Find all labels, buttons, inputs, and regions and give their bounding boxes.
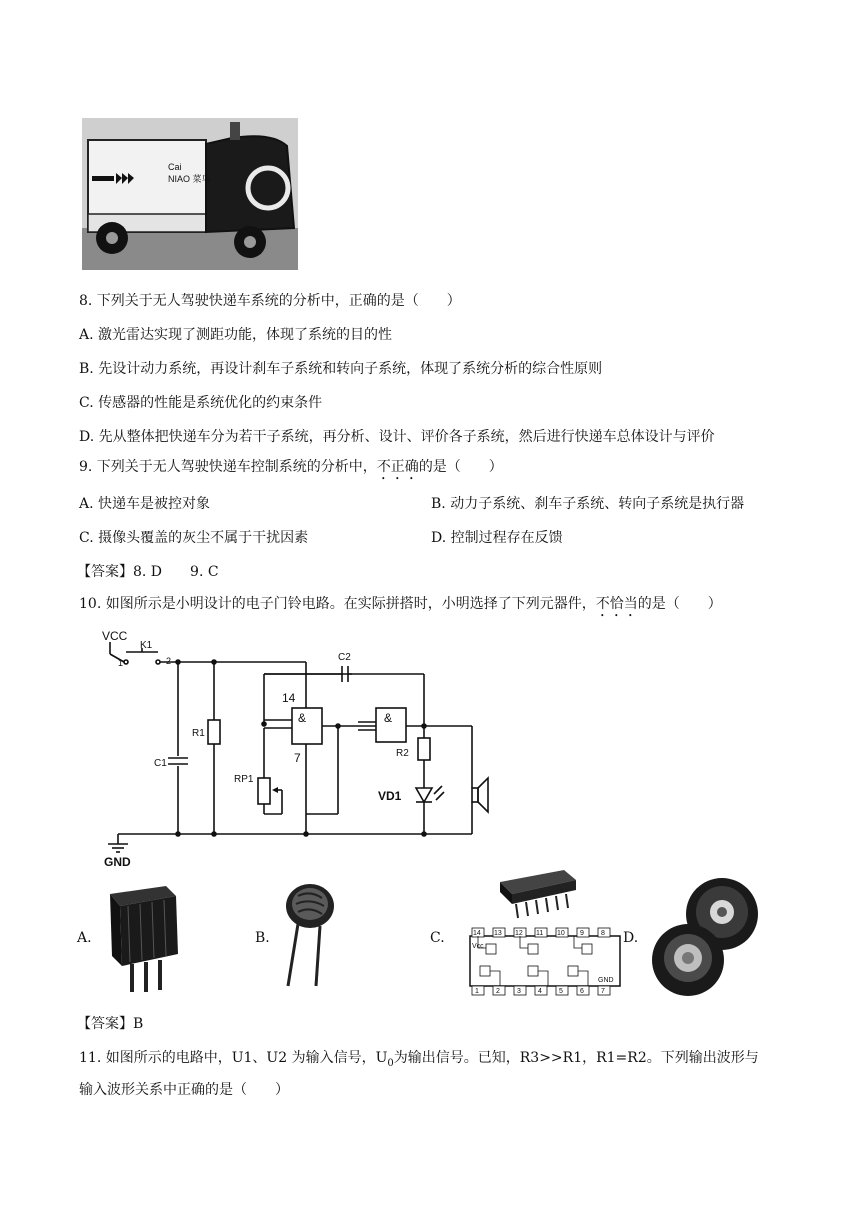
k1-label: K1 [140,640,153,651]
component-photoresistor-image [278,876,348,990]
q9-stem-emphasis: 不正确 [376,459,419,475]
truck-brand-text-2: NIAO 菜鸟 [168,174,211,184]
q8-stem: 8. 下列关于无人驾驶快递车系统的分析中，正确的是（ ） [79,293,461,309]
c1-label: C1 [154,758,167,769]
gate-1-symbol: & [298,711,307,725]
ic-top-pin-10: 10 [557,930,565,937]
q9-stem [79,457,503,483]
ic-vcc-label: Vcc [472,943,484,950]
q9-option-a: A. 快递车是被控对象 [79,496,211,512]
q10-stem-emphasis: 不恰当 [595,596,638,612]
switch-pin-1-label: 1 [118,658,124,668]
c2-label: C2 [338,652,351,663]
ic-top-pin-11: 11 [536,930,544,937]
r1-label: R1 [192,728,205,739]
pin-7-label: 7 [294,751,301,765]
q8-option-c: C. 传感器的性能是系统优化的约束条件 [79,395,323,411]
ic-gnd-label: GND [598,977,614,984]
ic-bottom-pin-6: 6 [580,988,584,995]
ic-bottom-pin-1: 1 [475,988,479,995]
answer-10: 【答案】B [77,1016,144,1032]
q10-option-c-label: C. [430,930,445,946]
q9-option-b: B. 动力子系统、刹车子系统、转向子系统是执行器 [431,496,745,512]
ic-top-pin-14: 14 [473,930,481,937]
ic-bottom-pin-5: 5 [559,988,563,995]
truck-brand-text-1: Cai [168,162,182,172]
ic-top-pin-9: 9 [580,930,584,937]
rp1-label: RP1 [234,774,254,785]
q10-option-a-label: A. [77,930,92,946]
q10-option-b-label: B. [255,930,270,946]
q10-stem-prefix: 10. 如图所示是小明设计的电子门铃电路。在实际拼搭时，小明选择了下列元器件， [79,596,596,612]
vd1-label: VD1 [378,789,402,803]
r2-label: R2 [396,748,409,759]
q8-option-b: B. 先设计动力系统，再设计刹车子系统和转向子系统，体现了系统分析的综合性原则 [79,361,603,377]
doorbell-circuit-diagram [96,628,506,872]
q10-stem-suffix: 的是（ ） [637,596,722,612]
ic-bottom-pin-7: 7 [601,988,605,995]
ic-bottom-pin-3: 3 [517,988,521,995]
gnd-label: GND [104,855,131,869]
q11-line-2: 输入波形关系中正确的是（ ） [79,1082,289,1098]
q10-stem [79,594,722,620]
component-ic-chip-image [464,864,624,1000]
ic-bottom-pin-2: 2 [496,988,500,995]
ic-top-pin-13: 13 [494,930,502,937]
q9-option-c: C. 摄像头覆盖的灰尘不属于干扰因素 [79,530,309,546]
gate-2-symbol: & [384,711,393,725]
delivery-truck-photo [82,118,298,270]
ic-top-pin-12: 12 [515,930,523,937]
vcc-label: VCC [102,629,128,643]
answer-8-9: 【答案】8. D 9. C [77,564,219,580]
q9-stem-prefix: 9. 下列关于无人驾驶快递车控制系统的分析中， [79,459,377,475]
q9-stem-suffix: 的是（ ） [418,459,503,475]
ic-top-pin-8: 8 [601,930,605,937]
q11-u0-subscript: 0 [387,1057,394,1069]
q9-option-d: D. 控制过程存在反馈 [431,530,563,546]
q10-option-d-label: D. [623,930,639,946]
switch-pin-2-label: 2 [166,656,172,666]
q11-line-1 [79,1048,759,1074]
component-potentiometer-image [104,880,184,996]
q11-line-1-part-a: 11. 如图所示的电路中，U1、U2 为输入信号，U [79,1050,388,1066]
pin-14-label: 14 [282,691,296,705]
component-buzzer-image [644,874,768,998]
ic-bottom-pin-4: 4 [538,988,542,995]
q11-line-1-part-b: 为输出信号。已知，R3>>R1，R1=R2。下列输出波形与 [393,1050,759,1066]
q8-option-d: D. 先从整体把快递车分为若干子系统，再分析、设计、评价各子系统，然后进行快递车总体设计与评价 [79,429,715,445]
q8-option-a: A. 激光雷达实现了测距功能，体现了系统的目的性 [79,327,393,343]
